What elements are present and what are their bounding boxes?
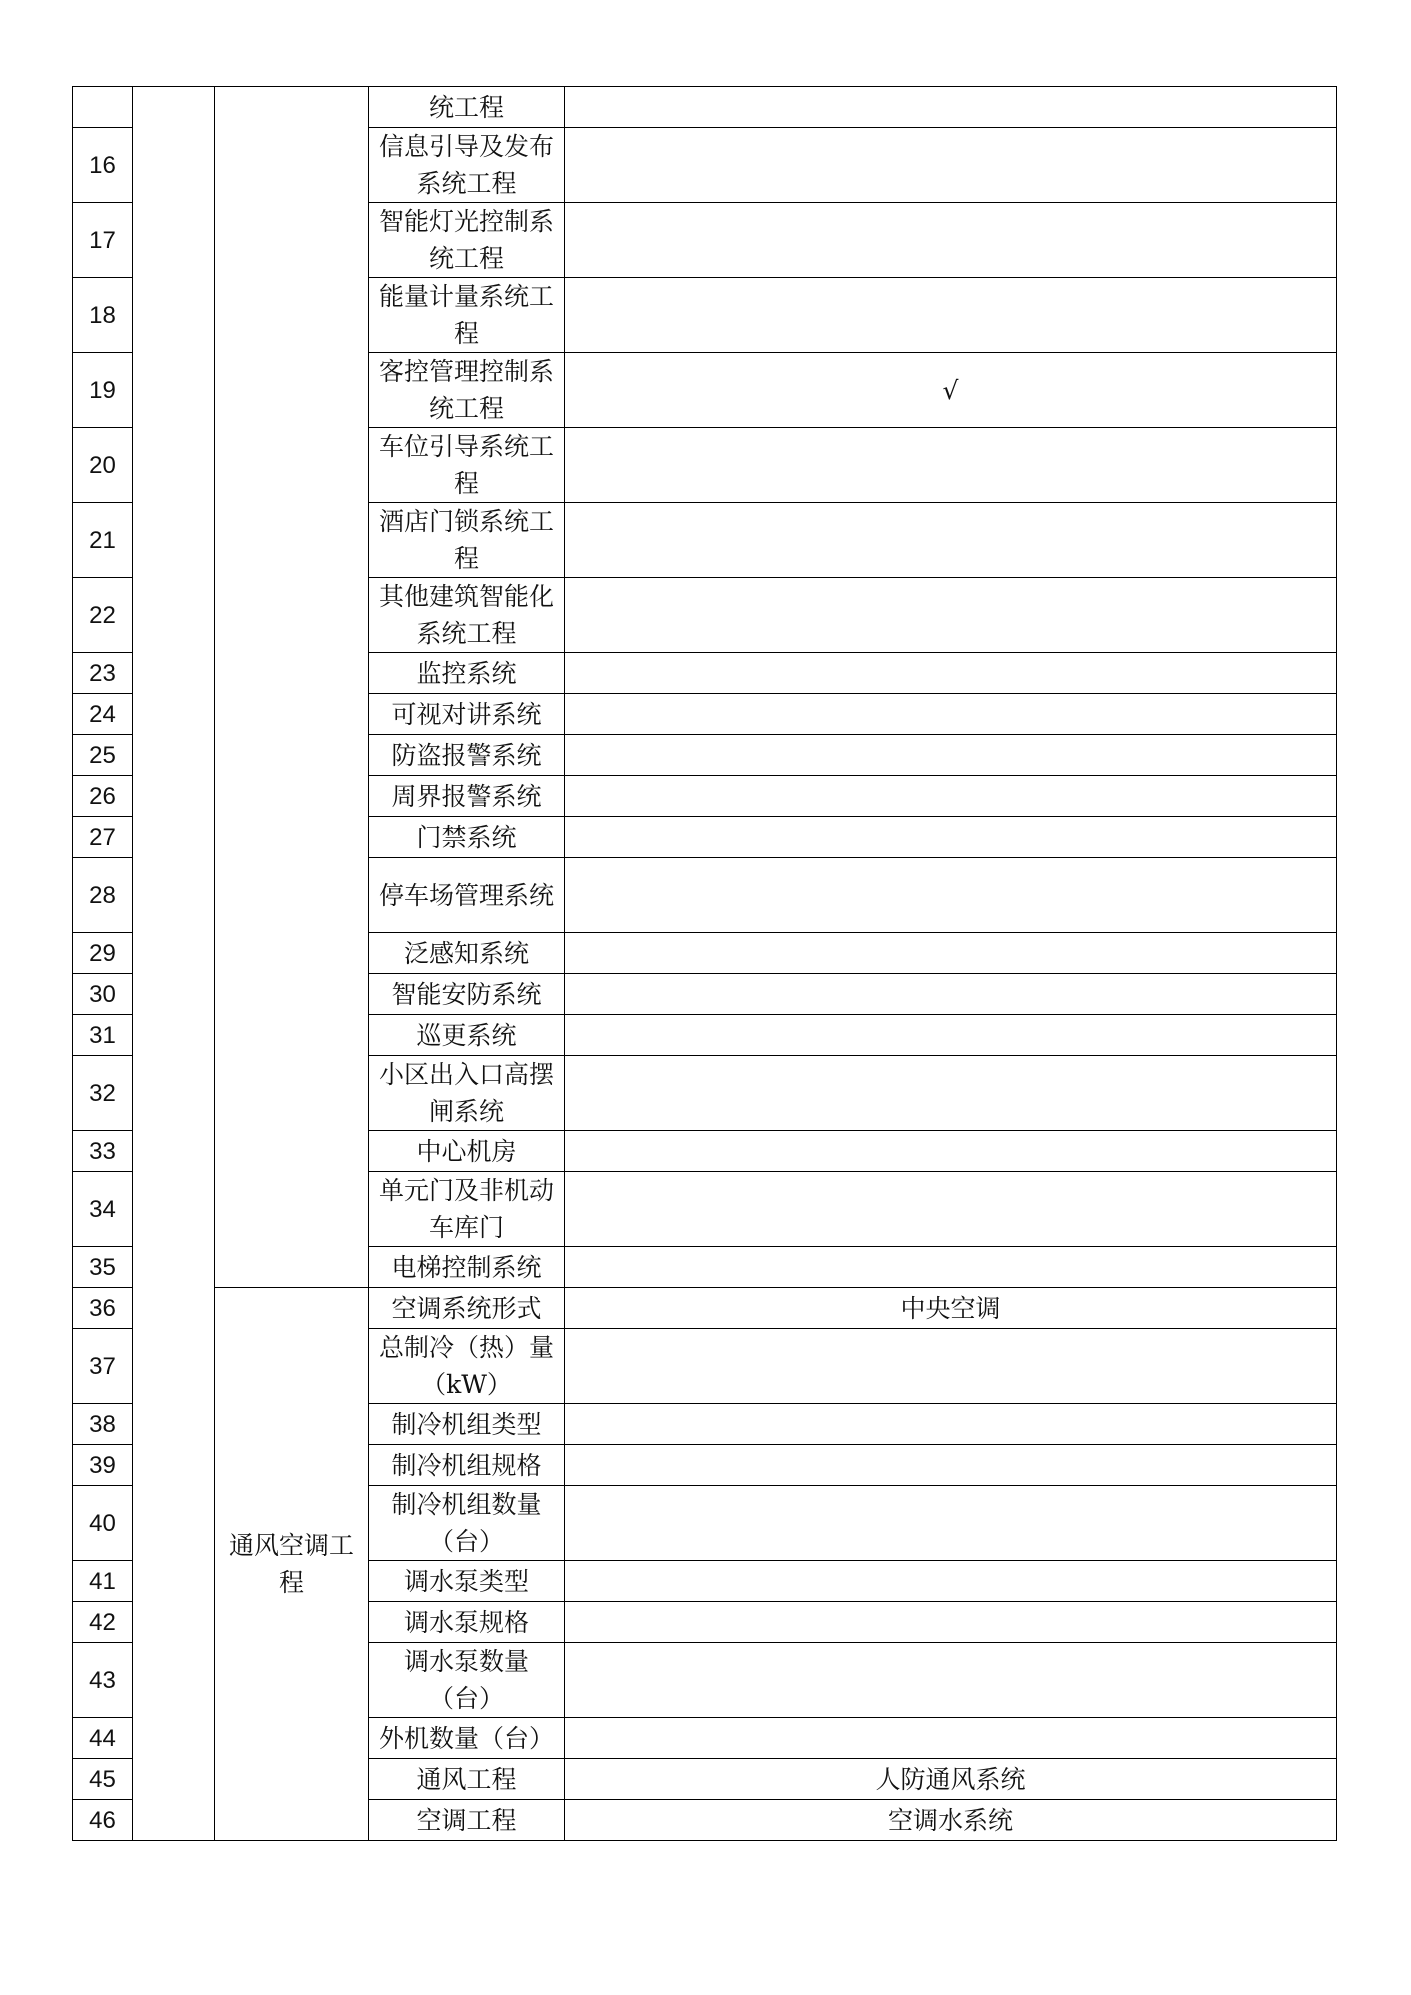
item-value [565, 1643, 1337, 1718]
row-number: 31 [73, 1015, 133, 1056]
row-number: 28 [73, 858, 133, 933]
row-number: 22 [73, 578, 133, 653]
item-name: 电梯控制系统 [369, 1247, 565, 1288]
item-value [565, 1015, 1337, 1056]
item-value-checkmark: √ [565, 353, 1337, 428]
item-value [565, 578, 1337, 653]
item-name: 制冷机组规格 [369, 1445, 565, 1486]
item-value [565, 1329, 1337, 1404]
item-name: 周界报警系统 [369, 776, 565, 817]
row-number: 32 [73, 1056, 133, 1131]
item-value [565, 1561, 1337, 1602]
item-name: 小区出入口高摆闸系统 [369, 1056, 565, 1131]
item-value [565, 128, 1337, 203]
item-value [565, 428, 1337, 503]
item-value [565, 503, 1337, 578]
item-name: 中心机房 [369, 1131, 565, 1172]
item-value [565, 1445, 1337, 1486]
table-row [73, 1288, 1337, 1329]
row-number: 39 [73, 1445, 133, 1486]
item-name: 调水泵数量（台） [369, 1643, 565, 1718]
row-number: 20 [73, 428, 133, 503]
item-name: 调水泵类型 [369, 1561, 565, 1602]
row-number: 40 [73, 1486, 133, 1561]
row-number: 42 [73, 1602, 133, 1643]
item-value [565, 776, 1337, 817]
row-number: 45 [73, 1759, 133, 1800]
item-value [565, 1172, 1337, 1247]
row-number: 46 [73, 1800, 133, 1841]
item-name: 泛感知系统 [369, 933, 565, 974]
item-name: 其他建筑智能化系统工程 [369, 578, 565, 653]
item-value [565, 1056, 1337, 1131]
item-value [565, 1718, 1337, 1759]
item-value [565, 974, 1337, 1015]
row-number: 16 [73, 128, 133, 203]
item-name: 可视对讲系统 [369, 694, 565, 735]
row-number: 27 [73, 817, 133, 858]
item-name: 监控系统 [369, 653, 565, 694]
item-name: 门禁系统 [369, 817, 565, 858]
item-name: 调水泵规格 [369, 1602, 565, 1643]
item-name: 空调工程 [369, 1800, 565, 1841]
item-value [565, 1486, 1337, 1561]
category-vent-ac: 通风空调工程 [215, 1288, 369, 1841]
item-value [565, 1131, 1337, 1172]
row-number: 35 [73, 1247, 133, 1288]
row-number: 29 [73, 933, 133, 974]
item-value: 空调水系统 [565, 1800, 1337, 1841]
item-value [565, 858, 1337, 933]
item-name: 统工程 [369, 87, 565, 128]
row-number: 23 [73, 653, 133, 694]
item-name: 外机数量（台） [369, 1718, 565, 1759]
item-name: 制冷机组数量（台） [369, 1486, 565, 1561]
row-number: 34 [73, 1172, 133, 1247]
item-value [565, 933, 1337, 974]
item-name: 空调系统形式 [369, 1288, 565, 1329]
item-value [565, 1602, 1337, 1643]
item-value: 人防通风系统 [565, 1759, 1337, 1800]
item-name: 信息引导及发布系统工程 [369, 128, 565, 203]
item-name: 车位引导系统工程 [369, 428, 565, 503]
row-number [73, 87, 133, 128]
row-number: 25 [73, 735, 133, 776]
row-number: 24 [73, 694, 133, 735]
item-value: 中央空调 [565, 1288, 1337, 1329]
item-name: 巡更系统 [369, 1015, 565, 1056]
row-number: 19 [73, 353, 133, 428]
item-name: 智能安防系统 [369, 974, 565, 1015]
row-number: 30 [73, 974, 133, 1015]
item-value [565, 653, 1337, 694]
row-number: 41 [73, 1561, 133, 1602]
item-name: 单元门及非机动车库门 [369, 1172, 565, 1247]
row-number: 37 [73, 1329, 133, 1404]
item-name: 智能灯光控制系统工程 [369, 203, 565, 278]
category-blank-cell [133, 87, 215, 1841]
item-name: 停车场管理系统 [369, 858, 565, 933]
item-name: 酒店门锁系统工程 [369, 503, 565, 578]
row-number: 33 [73, 1131, 133, 1172]
row-number: 21 [73, 503, 133, 578]
item-value [565, 203, 1337, 278]
item-value [565, 1247, 1337, 1288]
item-name: 通风工程 [369, 1759, 565, 1800]
row-number: 44 [73, 1718, 133, 1759]
item-name: 制冷机组类型 [369, 1404, 565, 1445]
item-value [565, 694, 1337, 735]
table-row [73, 87, 1337, 128]
subcategory-blank-cell [215, 87, 369, 1288]
row-number: 36 [73, 1288, 133, 1329]
item-value [565, 1404, 1337, 1445]
item-name: 客控管理控制系统工程 [369, 353, 565, 428]
item-value [565, 87, 1337, 128]
item-value [565, 278, 1337, 353]
item-name: 能量计量系统工程 [369, 278, 565, 353]
row-number: 43 [73, 1643, 133, 1718]
item-value [565, 817, 1337, 858]
row-number: 38 [73, 1404, 133, 1445]
row-number: 18 [73, 278, 133, 353]
row-number: 26 [73, 776, 133, 817]
item-name: 总制冷（热）量（kW） [369, 1329, 565, 1404]
item-name: 防盗报警系统 [369, 735, 565, 776]
row-number: 17 [73, 203, 133, 278]
spec-table [72, 86, 1337, 1841]
item-value [565, 735, 1337, 776]
